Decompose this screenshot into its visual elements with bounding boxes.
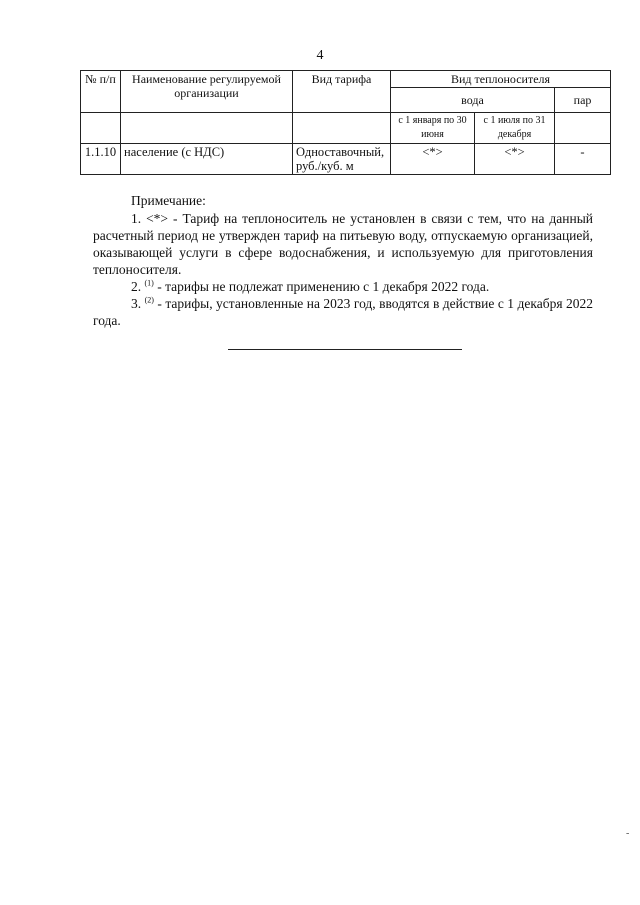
header-water: вода xyxy=(391,88,555,113)
header-period-1: с 1 января по 30 июня xyxy=(391,113,475,144)
header-period-2: с 1 июля по 31 декабря xyxy=(475,113,555,144)
note-3-mark: (2) xyxy=(144,295,154,305)
header-empty-org xyxy=(121,113,293,144)
tariff-table xyxy=(80,70,611,175)
end-rule xyxy=(228,349,462,350)
page-number: 4 xyxy=(316,48,324,63)
corner-mark: - xyxy=(626,828,630,839)
note-2-text: - тарифы не подлежат применению с 1 декабря 2022 года. xyxy=(157,279,490,294)
header-num: № п/п xyxy=(81,71,121,113)
table-header-row-1 xyxy=(81,71,611,88)
row-water-period-1: <*> xyxy=(391,144,475,175)
note-2-prefix: 2. xyxy=(131,279,142,294)
notes-section xyxy=(93,192,593,329)
table-row xyxy=(81,144,611,175)
row-steam: - xyxy=(555,144,611,175)
note-1: 1. <*> - Тариф на теплоноситель не установлен в связи с тем, что на данный расчетный период не утвержден тариф на питьевую воду, отпускаемую организацией, оказывающей услуги в сфере водоснабжения, и используемую для приготовления теплоносителя. xyxy=(93,211,593,277)
header-tariff-type: Вид тарифа xyxy=(293,71,391,113)
row-num: 1.1.10 xyxy=(81,144,121,175)
note-3 xyxy=(93,295,593,329)
note-3-prefix: 3. xyxy=(131,296,142,311)
header-empty-steam xyxy=(555,113,611,144)
row-organization: население (с НДС) xyxy=(121,144,293,175)
note-2-mark: (1) xyxy=(144,278,154,288)
note-2 xyxy=(93,278,593,295)
row-tariff: Одноставочный, руб./куб. м xyxy=(293,144,391,175)
table-header-row-3 xyxy=(81,113,611,144)
header-steam: пар xyxy=(555,88,611,113)
row-water-period-2: <*> xyxy=(475,144,555,175)
notes-heading: Примечание: xyxy=(131,193,206,208)
header-heat-carrier: Вид теплоносителя xyxy=(391,71,611,88)
header-organization: Наименование регулируемой организации xyxy=(121,71,293,113)
header-empty-num xyxy=(81,113,121,144)
note-3-text: - тарифы, установленные на 2023 год, вводятся в действие с 1 декабря 2022 года. xyxy=(93,296,594,328)
header-empty-tariff xyxy=(293,113,391,144)
